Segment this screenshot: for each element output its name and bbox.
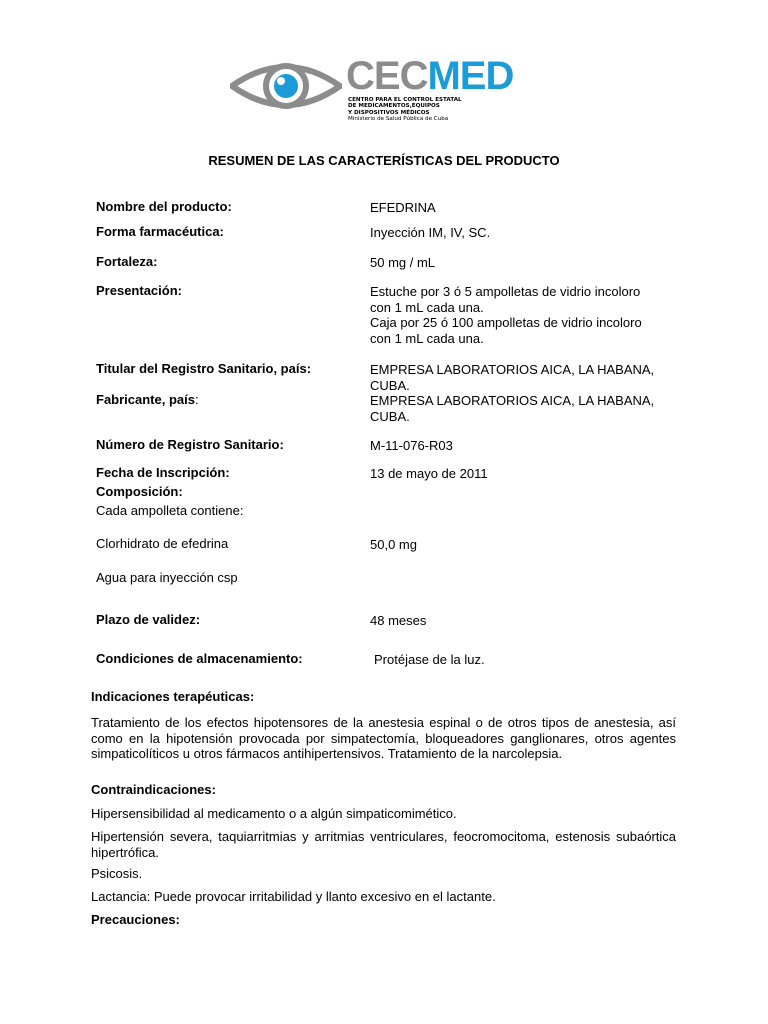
value-presentacion [370, 284, 700, 346]
label-nombre: Nombre del producto: [96, 199, 232, 214]
titular-line-1: EMPRESA LABORATORIOS AICA, LA HABANA, [370, 362, 655, 377]
heading-indicaciones: Indicaciones terapéuticas: [91, 689, 255, 704]
cecmed-logo [230, 52, 514, 126]
label-plazo: Plazo de validez: [96, 612, 201, 627]
label-fortaleza: Fortaleza: [96, 254, 158, 269]
fabricante-label-colon: : [194, 392, 199, 407]
label-fecha: Fecha de Inscripción: [96, 465, 230, 480]
tagline-ministry: Ministerio de Salud Pública de Cuba [348, 116, 449, 123]
contraindicacion-item-4: Lactancia: Puede provocar irritabilidad y llanto excesivo en el lactante. [91, 889, 496, 904]
contraindicacion-item-1: Hipersensibilidad al medicamento o a algún simpaticomimético. [91, 806, 457, 821]
presentacion-line-1: Estuche por 3 ó 5 ampolletas de vidrio incoloro [370, 284, 641, 299]
contraindicacion-item-3: Psicosis. [91, 866, 143, 881]
brand-med: MED [427, 54, 514, 98]
value-fecha: 13 de mayo de 2011 [370, 466, 488, 481]
titular-line-2: CUBA. [370, 377, 410, 393]
brand-wordmark [346, 54, 513, 98]
presentacion-line-4: con 1 mL cada una. [370, 330, 484, 346]
heading-contraindicaciones: Contraindicaciones: [91, 782, 216, 797]
label-composicion: Composición: [96, 484, 183, 499]
fabricante-line-1: EMPRESA LABORATORIOS AICA, LA HABANA, [370, 393, 655, 408]
page-title: RESUMEN DE LAS CARACTERÍSTICAS DEL PRODUCTO [208, 153, 560, 168]
contraindicacion-item-2: Hipertensión severa, taquiarritmias y arritmias ventriculares, feocromocitoma, estenosis subaórtica hipertrófica. [91, 829, 676, 860]
heading-precauciones: Precauciones: [91, 912, 180, 927]
label-fabricante [96, 392, 199, 408]
value-fortaleza: 50 mg / mL [370, 255, 436, 270]
fabricante-label-text: Fabricante, país [96, 392, 195, 407]
value-numero: M-11-076-R03 [370, 438, 453, 453]
value-titular [370, 362, 700, 393]
composicion-intro: Cada ampolleta contiene: [96, 503, 244, 518]
presentacion-line-2: con 1 mL cada una. [370, 299, 484, 315]
composicion-vehicle: Agua para inyección csp [96, 570, 238, 585]
value-condiciones: Protéjase de la luz. [374, 652, 485, 667]
composicion-amount: 50,0 mg [370, 537, 417, 552]
fabricante-line-2: CUBA. [370, 408, 410, 424]
label-forma: Forma farmacéutica: [96, 224, 224, 239]
composicion-ingredient: Clorhidrato de efedrina [96, 536, 229, 551]
value-plazo: 48 meses [370, 613, 427, 628]
indicaciones-text: Tratamiento de los efectos hipotensores de la anestesia espinal o de otros tipos de anestesia, así como en la hipotensión provocada por simpatectomía, bloqueadores ganglionares, otros agentes simpaticolíticos u otros fármacos antihipertensivos. Tratamiento de la narcolepsia. [91, 715, 676, 761]
value-forma: Inyección IM, IV, SC. [370, 225, 491, 240]
tagline-line-3: Y DISPOSITIVOS MÉDICOS [348, 109, 430, 116]
presentacion-line-3: Caja por 25 ó 100 ampolletas de vidrio incoloro [370, 315, 642, 330]
value-fabricante [370, 393, 700, 424]
tagline-line-2: DE MEDICAMENTOS,EQUIPOS [348, 103, 440, 110]
label-numero: Número de Registro Sanitario: [96, 437, 284, 452]
value-nombre: EFEDRINA [370, 200, 436, 215]
brand-tagline [348, 97, 462, 123]
label-condiciones: Condiciones de almacenamiento: [96, 651, 303, 666]
label-titular: Titular del Registro Sanitario, país: [96, 361, 312, 376]
tagline-line-1: CENTRO PARA EL CONTROL ESTATAL [348, 97, 462, 103]
label-presentacion: Presentación: [96, 283, 182, 298]
brand-cec: CEC [346, 54, 428, 98]
eye-logo-icon [230, 52, 342, 126]
